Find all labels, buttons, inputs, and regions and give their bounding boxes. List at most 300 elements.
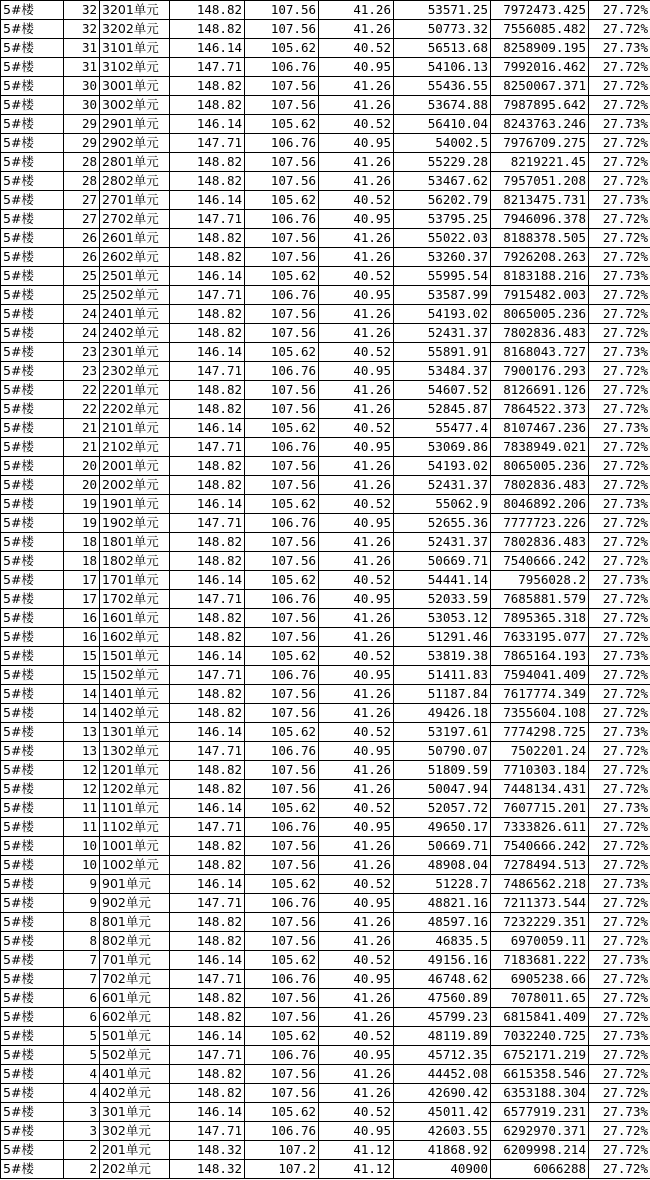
total-price-cell[interactable]: 6209998.214: [491, 1141, 589, 1160]
unit-price-cell[interactable]: 55022.03: [394, 229, 491, 248]
shared-area-cell[interactable]: 40.52: [319, 647, 394, 666]
floor-cell[interactable]: 16: [64, 628, 100, 647]
gross-area-cell[interactable]: 148.32: [170, 1141, 245, 1160]
inner-area-cell[interactable]: 107.56: [245, 324, 319, 343]
shared-area-cell[interactable]: 40.52: [319, 39, 394, 58]
total-price-cell[interactable]: 8046892.206: [491, 495, 589, 514]
share-rate-cell[interactable]: 27.73%: [589, 1103, 650, 1122]
shared-area-cell[interactable]: 41.26: [319, 305, 394, 324]
shared-area-cell[interactable]: 41.12: [319, 1141, 394, 1160]
shared-area-cell[interactable]: 41.26: [319, 77, 394, 96]
total-price-cell[interactable]: 7802836.483: [491, 476, 589, 495]
gross-area-cell[interactable]: 148.82: [170, 533, 245, 552]
gross-area-cell[interactable]: 148.82: [170, 77, 245, 96]
floor-cell[interactable]: 26: [64, 248, 100, 267]
total-price-cell[interactable]: 7540666.242: [491, 837, 589, 856]
unit-cell[interactable]: 2701单元: [100, 191, 170, 210]
inner-area-cell[interactable]: 105.62: [245, 799, 319, 818]
unit-cell[interactable]: 2902单元: [100, 134, 170, 153]
total-price-cell[interactable]: 6815841.409: [491, 1008, 589, 1027]
unit-price-cell[interactable]: 52845.87: [394, 400, 491, 419]
floor-cell[interactable]: 24: [64, 305, 100, 324]
gross-area-cell[interactable]: 148.82: [170, 761, 245, 780]
share-rate-cell[interactable]: 27.72%: [589, 742, 650, 761]
floor-cell[interactable]: 27: [64, 210, 100, 229]
unit-cell[interactable]: 2801单元: [100, 153, 170, 172]
total-price-cell[interactable]: 7633195.077: [491, 628, 589, 647]
total-price-cell[interactable]: 7838949.021: [491, 438, 589, 457]
unit-price-cell[interactable]: 53260.37: [394, 248, 491, 267]
unit-cell[interactable]: 1001单元: [100, 837, 170, 856]
floor-cell[interactable]: 28: [64, 153, 100, 172]
inner-area-cell[interactable]: 107.56: [245, 96, 319, 115]
shared-area-cell[interactable]: 41.26: [319, 400, 394, 419]
unit-price-cell[interactable]: 46748.62: [394, 970, 491, 989]
building-cell[interactable]: 5#楼: [1, 590, 64, 609]
gross-area-cell[interactable]: 146.14: [170, 723, 245, 742]
shared-area-cell[interactable]: 40.95: [319, 286, 394, 305]
total-price-cell[interactable]: 7987895.642: [491, 96, 589, 115]
total-price-cell[interactable]: 6752171.219: [491, 1046, 589, 1065]
share-rate-cell[interactable]: 27.73%: [589, 875, 650, 894]
inner-area-cell[interactable]: 107.56: [245, 305, 319, 324]
total-price-cell[interactable]: 8213475.731: [491, 191, 589, 210]
building-cell[interactable]: 5#楼: [1, 419, 64, 438]
gross-area-cell[interactable]: 147.71: [170, 1122, 245, 1141]
building-cell[interactable]: 5#楼: [1, 723, 64, 742]
unit-cell[interactable]: 2102单元: [100, 438, 170, 457]
unit-cell[interactable]: 401单元: [100, 1065, 170, 1084]
floor-cell[interactable]: 10: [64, 837, 100, 856]
building-cell[interactable]: 5#楼: [1, 400, 64, 419]
floor-cell[interactable]: 25: [64, 267, 100, 286]
shared-area-cell[interactable]: 41.26: [319, 153, 394, 172]
unit-price-cell[interactable]: 54106.13: [394, 58, 491, 77]
share-rate-cell[interactable]: 27.72%: [589, 1122, 650, 1141]
floor-cell[interactable]: 21: [64, 419, 100, 438]
floor-cell[interactable]: 20: [64, 476, 100, 495]
shared-area-cell[interactable]: 40.95: [319, 1122, 394, 1141]
gross-area-cell[interactable]: 148.82: [170, 780, 245, 799]
unit-price-cell[interactable]: 49650.17: [394, 818, 491, 837]
unit-cell[interactable]: 201单元: [100, 1141, 170, 1160]
building-cell[interactable]: 5#楼: [1, 970, 64, 989]
share-rate-cell[interactable]: 27.72%: [589, 381, 650, 400]
unit-price-cell[interactable]: 51291.46: [394, 628, 491, 647]
inner-area-cell[interactable]: 105.62: [245, 39, 319, 58]
building-cell[interactable]: 5#楼: [1, 1103, 64, 1122]
floor-cell[interactable]: 32: [64, 20, 100, 39]
inner-area-cell[interactable]: 107.56: [245, 172, 319, 191]
unit-price-cell[interactable]: 53197.61: [394, 723, 491, 742]
gross-area-cell[interactable]: 147.71: [170, 362, 245, 381]
shared-area-cell[interactable]: 40.95: [319, 134, 394, 153]
building-cell[interactable]: 5#楼: [1, 267, 64, 286]
share-rate-cell[interactable]: 27.72%: [589, 134, 650, 153]
gross-area-cell[interactable]: 148.82: [170, 837, 245, 856]
inner-area-cell[interactable]: 106.76: [245, 818, 319, 837]
share-rate-cell[interactable]: 27.72%: [589, 438, 650, 457]
floor-cell[interactable]: 9: [64, 875, 100, 894]
building-cell[interactable]: 5#楼: [1, 989, 64, 1008]
share-rate-cell[interactable]: 27.72%: [589, 400, 650, 419]
building-cell[interactable]: 5#楼: [1, 571, 64, 590]
shared-area-cell[interactable]: 41.26: [319, 457, 394, 476]
total-price-cell[interactable]: 7486562.218: [491, 875, 589, 894]
share-rate-cell[interactable]: 27.73%: [589, 343, 650, 362]
inner-area-cell[interactable]: 107.56: [245, 837, 319, 856]
building-cell[interactable]: 5#楼: [1, 172, 64, 191]
unit-price-cell[interactable]: 55062.9: [394, 495, 491, 514]
building-cell[interactable]: 5#楼: [1, 39, 64, 58]
shared-area-cell[interactable]: 41.26: [319, 172, 394, 191]
gross-area-cell[interactable]: 147.71: [170, 818, 245, 837]
unit-cell[interactable]: 1102单元: [100, 818, 170, 837]
share-rate-cell[interactable]: 27.73%: [589, 571, 650, 590]
unit-cell[interactable]: 301单元: [100, 1103, 170, 1122]
share-rate-cell[interactable]: 27.72%: [589, 609, 650, 628]
gross-area-cell[interactable]: 148.82: [170, 932, 245, 951]
floor-cell[interactable]: 7: [64, 970, 100, 989]
total-price-cell[interactable]: 6292970.371: [491, 1122, 589, 1141]
shared-area-cell[interactable]: 40.52: [319, 1103, 394, 1122]
floor-cell[interactable]: 13: [64, 742, 100, 761]
total-price-cell[interactable]: 7957051.208: [491, 172, 589, 191]
building-cell[interactable]: 5#楼: [1, 286, 64, 305]
unit-cell[interactable]: 1801单元: [100, 533, 170, 552]
shared-area-cell[interactable]: 41.26: [319, 932, 394, 951]
unit-price-cell[interactable]: 49156.16: [394, 951, 491, 970]
unit-cell[interactable]: 702单元: [100, 970, 170, 989]
share-rate-cell[interactable]: 27.72%: [589, 1, 650, 20]
floor-cell[interactable]: 15: [64, 647, 100, 666]
gross-area-cell[interactable]: 146.14: [170, 1027, 245, 1046]
unit-cell[interactable]: 2502单元: [100, 286, 170, 305]
share-rate-cell[interactable]: 27.72%: [589, 780, 650, 799]
unit-cell[interactable]: 1601单元: [100, 609, 170, 628]
floor-cell[interactable]: 11: [64, 818, 100, 837]
unit-cell[interactable]: 1901单元: [100, 495, 170, 514]
unit-cell[interactable]: 1702单元: [100, 590, 170, 609]
gross-area-cell[interactable]: 148.82: [170, 989, 245, 1008]
unit-price-cell[interactable]: 54607.52: [394, 381, 491, 400]
floor-cell[interactable]: 30: [64, 77, 100, 96]
shared-area-cell[interactable]: 40.52: [319, 495, 394, 514]
shared-area-cell[interactable]: 40.95: [319, 970, 394, 989]
share-rate-cell[interactable]: 27.72%: [589, 894, 650, 913]
unit-price-cell[interactable]: 52431.37: [394, 533, 491, 552]
inner-area-cell[interactable]: 107.56: [245, 1065, 319, 1084]
unit-price-cell[interactable]: 49426.18: [394, 704, 491, 723]
gross-area-cell[interactable]: 146.14: [170, 647, 245, 666]
total-price-cell[interactable]: 8258909.195: [491, 39, 589, 58]
building-cell[interactable]: 5#楼: [1, 58, 64, 77]
share-rate-cell[interactable]: 27.72%: [589, 1084, 650, 1103]
total-price-cell[interactable]: 7032240.725: [491, 1027, 589, 1046]
unit-cell[interactable]: 1701单元: [100, 571, 170, 590]
shared-area-cell[interactable]: 41.26: [319, 552, 394, 571]
total-price-cell[interactable]: 7976709.275: [491, 134, 589, 153]
inner-area-cell[interactable]: 107.56: [245, 533, 319, 552]
inner-area-cell[interactable]: 107.56: [245, 153, 319, 172]
total-price-cell[interactable]: 8243763.246: [491, 115, 589, 134]
unit-price-cell[interactable]: 48821.16: [394, 894, 491, 913]
building-cell[interactable]: 5#楼: [1, 951, 64, 970]
shared-area-cell[interactable]: 41.26: [319, 96, 394, 115]
share-rate-cell[interactable]: 27.72%: [589, 1160, 650, 1179]
share-rate-cell[interactable]: 27.73%: [589, 647, 650, 666]
total-price-cell[interactable]: 6615358.546: [491, 1065, 589, 1084]
shared-area-cell[interactable]: 40.95: [319, 362, 394, 381]
unit-cell[interactable]: 501单元: [100, 1027, 170, 1046]
inner-area-cell[interactable]: 107.56: [245, 761, 319, 780]
gross-area-cell[interactable]: 148.82: [170, 381, 245, 400]
inner-area-cell[interactable]: 106.76: [245, 970, 319, 989]
gross-area-cell[interactable]: 148.82: [170, 153, 245, 172]
unit-cell[interactable]: 2202单元: [100, 400, 170, 419]
building-cell[interactable]: 5#楼: [1, 457, 64, 476]
unit-price-cell[interactable]: 54193.02: [394, 305, 491, 324]
unit-cell[interactable]: 3202单元: [100, 20, 170, 39]
unit-cell[interactable]: 802单元: [100, 932, 170, 951]
shared-area-cell[interactable]: 40.52: [319, 723, 394, 742]
shared-area-cell[interactable]: 40.52: [319, 1027, 394, 1046]
shared-area-cell[interactable]: 40.95: [319, 666, 394, 685]
shared-area-cell[interactable]: 41.26: [319, 609, 394, 628]
shared-area-cell[interactable]: 40.95: [319, 894, 394, 913]
building-cell[interactable]: 5#楼: [1, 1, 64, 20]
shared-area-cell[interactable]: 41.26: [319, 913, 394, 932]
floor-cell[interactable]: 29: [64, 115, 100, 134]
shared-area-cell[interactable]: 41.26: [319, 533, 394, 552]
building-cell[interactable]: 5#楼: [1, 305, 64, 324]
floor-cell[interactable]: 4: [64, 1084, 100, 1103]
share-rate-cell[interactable]: 27.72%: [589, 913, 650, 932]
floor-cell[interactable]: 2: [64, 1160, 100, 1179]
gross-area-cell[interactable]: 148.82: [170, 552, 245, 571]
gross-area-cell[interactable]: 147.71: [170, 742, 245, 761]
unit-cell[interactable]: 202单元: [100, 1160, 170, 1179]
floor-cell[interactable]: 3: [64, 1103, 100, 1122]
share-rate-cell[interactable]: 27.73%: [589, 951, 650, 970]
floor-cell[interactable]: 22: [64, 400, 100, 419]
total-price-cell[interactable]: 6970059.11: [491, 932, 589, 951]
gross-area-cell[interactable]: 146.14: [170, 343, 245, 362]
total-price-cell[interactable]: 7972473.425: [491, 1, 589, 20]
unit-cell[interactable]: 601单元: [100, 989, 170, 1008]
floor-cell[interactable]: 2: [64, 1141, 100, 1160]
unit-cell[interactable]: 902单元: [100, 894, 170, 913]
inner-area-cell[interactable]: 107.56: [245, 609, 319, 628]
shared-area-cell[interactable]: 41.26: [319, 248, 394, 267]
shared-area-cell[interactable]: 41.26: [319, 856, 394, 875]
unit-cell[interactable]: 1401单元: [100, 685, 170, 704]
floor-cell[interactable]: 30: [64, 96, 100, 115]
gross-area-cell[interactable]: 148.82: [170, 172, 245, 191]
building-cell[interactable]: 5#楼: [1, 153, 64, 172]
share-rate-cell[interactable]: 27.72%: [589, 77, 650, 96]
total-price-cell[interactable]: 8107467.236: [491, 419, 589, 438]
unit-price-cell[interactable]: 53819.38: [394, 647, 491, 666]
share-rate-cell[interactable]: 27.72%: [589, 153, 650, 172]
share-rate-cell[interactable]: 27.72%: [589, 818, 650, 837]
building-cell[interactable]: 5#楼: [1, 495, 64, 514]
gross-area-cell[interactable]: 147.71: [170, 58, 245, 77]
floor-cell[interactable]: 15: [64, 666, 100, 685]
unit-cell[interactable]: 1202单元: [100, 780, 170, 799]
share-rate-cell[interactable]: 27.72%: [589, 476, 650, 495]
total-price-cell[interactable]: 7556085.482: [491, 20, 589, 39]
unit-cell[interactable]: 3001单元: [100, 77, 170, 96]
shared-area-cell[interactable]: 40.52: [319, 191, 394, 210]
unit-cell[interactable]: 701单元: [100, 951, 170, 970]
unit-price-cell[interactable]: 48908.04: [394, 856, 491, 875]
share-rate-cell[interactable]: 27.73%: [589, 723, 650, 742]
unit-price-cell[interactable]: 53674.88: [394, 96, 491, 115]
shared-area-cell[interactable]: 40.95: [319, 58, 394, 77]
unit-price-cell[interactable]: 44452.08: [394, 1065, 491, 1084]
unit-price-cell[interactable]: 55436.55: [394, 77, 491, 96]
gross-area-cell[interactable]: 148.82: [170, 476, 245, 495]
inner-area-cell[interactable]: 107.56: [245, 704, 319, 723]
building-cell[interactable]: 5#楼: [1, 856, 64, 875]
unit-price-cell[interactable]: 50669.71: [394, 837, 491, 856]
unit-cell[interactable]: 302单元: [100, 1122, 170, 1141]
share-rate-cell[interactable]: 27.72%: [589, 1141, 650, 1160]
gross-area-cell[interactable]: 148.82: [170, 685, 245, 704]
shared-area-cell[interactable]: 41.26: [319, 780, 394, 799]
building-cell[interactable]: 5#楼: [1, 685, 64, 704]
shared-area-cell[interactable]: 41.26: [319, 989, 394, 1008]
share-rate-cell[interactable]: 27.72%: [589, 1065, 650, 1084]
unit-cell[interactable]: 2401单元: [100, 305, 170, 324]
gross-area-cell[interactable]: 146.14: [170, 951, 245, 970]
gross-area-cell[interactable]: 148.32: [170, 1160, 245, 1179]
share-rate-cell[interactable]: 27.72%: [589, 970, 650, 989]
unit-cell[interactable]: 801单元: [100, 913, 170, 932]
gross-area-cell[interactable]: 148.82: [170, 324, 245, 343]
inner-area-cell[interactable]: 105.62: [245, 495, 319, 514]
floor-cell[interactable]: 5: [64, 1027, 100, 1046]
share-rate-cell[interactable]: 27.72%: [589, 210, 650, 229]
unit-cell[interactable]: 3101单元: [100, 39, 170, 58]
total-price-cell[interactable]: 7355604.108: [491, 704, 589, 723]
gross-area-cell[interactable]: 148.82: [170, 229, 245, 248]
unit-cell[interactable]: 1101单元: [100, 799, 170, 818]
inner-area-cell[interactable]: 107.56: [245, 628, 319, 647]
floor-cell[interactable]: 19: [64, 514, 100, 533]
share-rate-cell[interactable]: 27.72%: [589, 932, 650, 951]
total-price-cell[interactable]: 7502201.24: [491, 742, 589, 761]
share-rate-cell[interactable]: 27.72%: [589, 856, 650, 875]
total-price-cell[interactable]: 7956028.2: [491, 571, 589, 590]
unit-price-cell[interactable]: 48597.16: [394, 913, 491, 932]
total-price-cell[interactable]: 8250067.371: [491, 77, 589, 96]
shared-area-cell[interactable]: 40.52: [319, 799, 394, 818]
gross-area-cell[interactable]: 146.14: [170, 39, 245, 58]
share-rate-cell[interactable]: 27.73%: [589, 39, 650, 58]
unit-price-cell[interactable]: 53053.12: [394, 609, 491, 628]
share-rate-cell[interactable]: 27.72%: [589, 305, 650, 324]
share-rate-cell[interactable]: 27.72%: [589, 172, 650, 191]
share-rate-cell[interactable]: 27.73%: [589, 191, 650, 210]
building-cell[interactable]: 5#楼: [1, 77, 64, 96]
unit-cell[interactable]: 3201单元: [100, 1, 170, 20]
gross-area-cell[interactable]: 148.82: [170, 1065, 245, 1084]
inner-area-cell[interactable]: 107.56: [245, 20, 319, 39]
share-rate-cell[interactable]: 27.72%: [589, 20, 650, 39]
unit-price-cell[interactable]: 56513.68: [394, 39, 491, 58]
inner-area-cell[interactable]: 106.76: [245, 742, 319, 761]
floor-cell[interactable]: 21: [64, 438, 100, 457]
unit-price-cell[interactable]: 54002.5: [394, 134, 491, 153]
gross-area-cell[interactable]: 147.71: [170, 1046, 245, 1065]
gross-area-cell[interactable]: 148.82: [170, 1008, 245, 1027]
unit-price-cell[interactable]: 53467.62: [394, 172, 491, 191]
gross-area-cell[interactable]: 148.82: [170, 704, 245, 723]
shared-area-cell[interactable]: 41.12: [319, 1160, 394, 1179]
unit-price-cell[interactable]: 53571.25: [394, 1, 491, 20]
floor-cell[interactable]: 6: [64, 989, 100, 1008]
building-cell[interactable]: 5#楼: [1, 837, 64, 856]
inner-area-cell[interactable]: 105.62: [245, 1103, 319, 1122]
share-rate-cell[interactable]: 27.73%: [589, 115, 650, 134]
unit-cell[interactable]: 1802单元: [100, 552, 170, 571]
inner-area-cell[interactable]: 106.76: [245, 134, 319, 153]
inner-area-cell[interactable]: 107.56: [245, 457, 319, 476]
unit-price-cell[interactable]: 45712.35: [394, 1046, 491, 1065]
unit-cell[interactable]: 2002单元: [100, 476, 170, 495]
total-price-cell[interactable]: 8219221.45: [491, 153, 589, 172]
unit-price-cell[interactable]: 50669.71: [394, 552, 491, 571]
gross-area-cell[interactable]: 147.71: [170, 894, 245, 913]
building-cell[interactable]: 5#楼: [1, 96, 64, 115]
building-cell[interactable]: 5#楼: [1, 191, 64, 210]
share-rate-cell[interactable]: 27.72%: [589, 324, 650, 343]
unit-price-cell[interactable]: 52431.37: [394, 324, 491, 343]
share-rate-cell[interactable]: 27.72%: [589, 1008, 650, 1027]
shared-area-cell[interactable]: 41.26: [319, 20, 394, 39]
shared-area-cell[interactable]: 40.95: [319, 1046, 394, 1065]
floor-cell[interactable]: 13: [64, 723, 100, 742]
unit-cell[interactable]: 1902单元: [100, 514, 170, 533]
inner-area-cell[interactable]: 107.56: [245, 780, 319, 799]
building-cell[interactable]: 5#楼: [1, 1160, 64, 1179]
total-price-cell[interactable]: 7540666.242: [491, 552, 589, 571]
unit-cell[interactable]: 402单元: [100, 1084, 170, 1103]
inner-area-cell[interactable]: 107.56: [245, 248, 319, 267]
total-price-cell[interactable]: 7232229.351: [491, 913, 589, 932]
inner-area-cell[interactable]: 105.62: [245, 875, 319, 894]
floor-cell[interactable]: 6: [64, 1008, 100, 1027]
unit-cell[interactable]: 2201单元: [100, 381, 170, 400]
unit-price-cell[interactable]: 45799.23: [394, 1008, 491, 1027]
gross-area-cell[interactable]: 147.71: [170, 210, 245, 229]
unit-price-cell[interactable]: 50790.07: [394, 742, 491, 761]
total-price-cell[interactable]: 7777723.226: [491, 514, 589, 533]
building-cell[interactable]: 5#楼: [1, 742, 64, 761]
floor-cell[interactable]: 14: [64, 704, 100, 723]
unit-cell[interactable]: 3002单元: [100, 96, 170, 115]
unit-price-cell[interactable]: 51187.84: [394, 685, 491, 704]
inner-area-cell[interactable]: 106.76: [245, 362, 319, 381]
inner-area-cell[interactable]: 107.2: [245, 1141, 319, 1160]
inner-area-cell[interactable]: 107.56: [245, 856, 319, 875]
unit-price-cell[interactable]: 51228.7: [394, 875, 491, 894]
total-price-cell[interactable]: 8188378.505: [491, 229, 589, 248]
building-cell[interactable]: 5#楼: [1, 362, 64, 381]
building-cell[interactable]: 5#楼: [1, 115, 64, 134]
